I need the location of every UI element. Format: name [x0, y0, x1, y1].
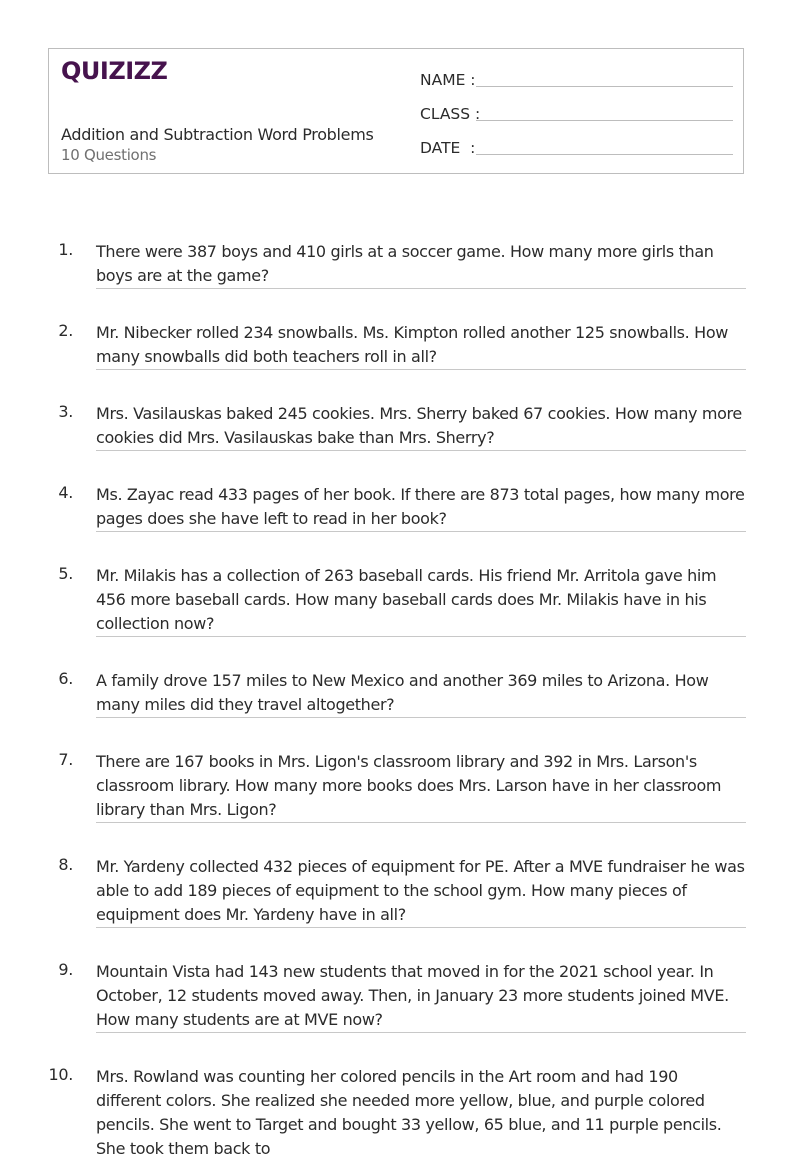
- name-field[interactable]: [420, 67, 733, 89]
- question-number: 4.: [58, 483, 73, 502]
- question-text: There are 167 books in Mrs. Ligon's classroom library and 392 in Mrs. Larson's classroom library. How many more books does Mrs. Larson have in her classroom library than Mrs. Ligon?: [96, 750, 746, 823]
- question-text: Mr. Yardeny collected 432 pieces of equipment for PE. After a MVE fundraiser he was able to add 189 pieces of equipment to the school gym. How many pieces of equipment does Mr. Yardeny have in all?: [96, 855, 746, 928]
- date-field[interactable]: [420, 135, 733, 157]
- question-number: 5.: [58, 564, 73, 583]
- question-number: 7.: [58, 750, 73, 769]
- question-number: 2.: [58, 321, 73, 340]
- worksheet-header: [48, 48, 744, 174]
- question-number: 8.: [58, 855, 73, 874]
- question-text: Mr. Milakis has a collection of 263 baseball cards. His friend Mr. Arritola gave him 456 more baseball cards. How many baseball cards does Mr. Milakis have in his collection now?: [96, 564, 746, 637]
- question-text: Mrs. Rowland was counting her colored pencils in the Art room and had 190 different colors. She realized she needed more yellow, blue, and purple colored pencils. She went to Target and bought 33 yellow, 65 blue, and 11 purple pencils. She took them back to: [96, 1067, 722, 1158]
- question-number: 3.: [58, 402, 73, 421]
- question-count: 10 Questions: [61, 146, 157, 164]
- question-text: There were 387 boys and 410 girls at a soccer game. How many more girls than boys are at the game?: [96, 240, 746, 289]
- name-label: NAME :: [420, 71, 476, 89]
- question-number: 10.: [48, 1065, 73, 1084]
- quizizz-logo: QUIZIZZ: [61, 57, 168, 85]
- name-line[interactable]: [476, 86, 733, 87]
- date-label: DATE :: [420, 139, 476, 157]
- class-line[interactable]: [476, 120, 733, 121]
- question-text: Ms. Zayac read 433 pages of her book. If there are 873 total pages, how many more pages does she have left to read in her book?: [96, 483, 746, 532]
- question-number: 6.: [58, 669, 73, 688]
- question-text: Mr. Nibecker rolled 234 snowballs. Ms. Kimpton rolled another 125 snowballs. How many snowballs did both teachers roll in all?: [96, 321, 746, 370]
- date-line[interactable]: [476, 154, 733, 155]
- class-field[interactable]: [420, 101, 733, 123]
- question-text: Mrs. Vasilauskas baked 245 cookies. Mrs. Sherry baked 67 cookies. How many more cookies did Mrs. Vasilauskas bake than Mrs. Sherry?: [96, 402, 746, 451]
- question-number: 9.: [58, 960, 73, 979]
- question-text: Mountain Vista had 143 new students that moved in for the 2021 school year. In October, 12 students moved away. Then, in January 23 more students joined MVE. How many students are at MVE now?: [96, 960, 746, 1033]
- worksheet-title: Addition and Subtraction Word Problems: [61, 125, 374, 144]
- question-text: A family drove 157 miles to New Mexico and another 369 miles to Arizona. How many miles did they travel altogether?: [96, 669, 746, 718]
- question-number: 1.: [58, 240, 73, 259]
- class-label: CLASS :: [420, 105, 481, 123]
